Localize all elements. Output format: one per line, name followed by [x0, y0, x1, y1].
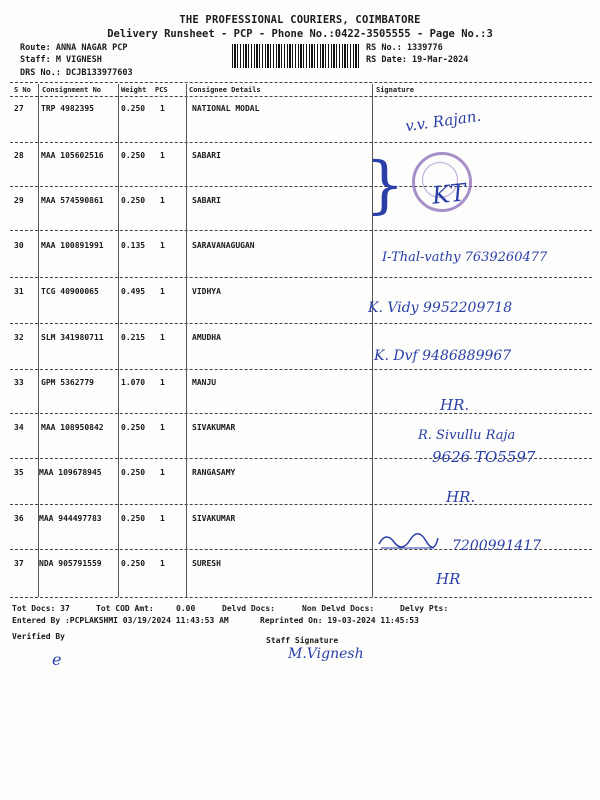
signature-row34-name: R. Sivullu Raja	[418, 428, 516, 443]
runsheet-subtitle: Delivery Runsheet - PCP - Phone No.:0422-3505555 - Page No.:3	[107, 28, 493, 40]
rs-number: RS No.: 1339776	[366, 43, 443, 53]
row-weight: 0.250	[121, 151, 146, 160]
row-divider	[10, 323, 592, 324]
delivered-docs: Delvd Docs:	[222, 604, 275, 613]
row-sno: 27	[14, 104, 24, 113]
header-bottom-rule	[10, 96, 592, 97]
row-weight: 0.135	[121, 241, 146, 250]
row-weight: 0.215	[121, 333, 146, 342]
row-pcs: 1	[160, 468, 165, 477]
delivery-points: Delvy Pts:	[400, 604, 449, 613]
signature-row36-phone: 7200991417	[452, 538, 542, 554]
row-consignee: VIDHYA	[192, 287, 221, 296]
col-pcs: PCS	[155, 86, 168, 94]
row-consignment: MAA 108950842	[41, 423, 104, 432]
row-pcs: 1	[160, 241, 165, 250]
row-consignment: TRP 4982395	[41, 104, 94, 113]
row-consignment: NDA 905791559	[39, 559, 102, 568]
row-consignment: TCG 40900065	[41, 287, 99, 296]
row-pcs: 1	[160, 333, 165, 342]
signature-row33: HR.	[440, 396, 470, 414]
row-weight: 0.250	[121, 196, 146, 205]
row-consignment: MAA 109678945	[39, 468, 102, 477]
total-cod-label: Tot COD Amt:	[96, 604, 154, 613]
row-divider	[10, 413, 592, 414]
brace-mark: }	[365, 148, 405, 221]
row-consignee: MANJU	[192, 378, 217, 387]
row-weight: 0.250	[121, 514, 146, 523]
row-divider	[10, 504, 592, 505]
drs-number: DRS No.: DCJB133977603	[20, 68, 133, 78]
row-weight: 1.070	[121, 378, 146, 387]
row-consignee: NATIONAL MODAL	[192, 104, 260, 113]
reprinted-on: Reprinted On: 19-03-2024 11:45:53	[260, 616, 419, 625]
row-consignee: SABARI	[192, 151, 221, 160]
row-divider	[10, 597, 592, 598]
verified-by-label: Verified By	[12, 632, 65, 641]
row-sno: 37	[14, 559, 24, 568]
row-sno: 36	[14, 514, 24, 523]
row-pcs: 1	[160, 514, 165, 523]
row-sno: 33	[14, 378, 24, 387]
row-pcs: 1	[160, 287, 165, 296]
row-sno: 34	[14, 423, 24, 432]
signature-row36-scribble	[376, 528, 440, 552]
signature-row31: K. Vidy 9952209718	[368, 300, 513, 316]
entered-by: Entered By :PCPLAKSHMI 03/19/2024 11:43:53 AM	[12, 616, 229, 625]
row-consignee: AMUDHA	[192, 333, 221, 342]
staff-signature: M.Vignesh	[288, 646, 364, 662]
verified-mark: e	[52, 650, 62, 669]
col-divider	[186, 84, 187, 597]
row-sno: 28	[14, 151, 24, 160]
signature-row32: K. Dvf 9486889967	[374, 348, 512, 364]
total-docs: Tot Docs: 37	[12, 604, 70, 613]
signature-row34-phone: 9626 TO5597	[432, 448, 536, 466]
row-consignment: GPM 5362779	[41, 378, 94, 387]
row-consignment: SLM 341980711	[41, 333, 104, 342]
staff-label: Staff: M VIGNESH	[20, 55, 102, 65]
row-consignee: SABARI	[192, 196, 221, 205]
row-pcs: 1	[160, 378, 165, 387]
row-consignee: SARAVANAGUGAN	[192, 241, 255, 250]
signature-row37: HR	[436, 570, 461, 588]
company-title: THE PROFESSIONAL COURIERS, COIMBATORE	[179, 14, 421, 26]
col-weight: Weight	[121, 86, 147, 94]
row-consignee: SURESH	[192, 559, 221, 568]
row-weight: 0.250	[121, 468, 146, 477]
row-consignment: MAA 105602516	[41, 151, 104, 160]
total-cod-amount: 0.00	[176, 604, 196, 613]
row-weight: 0.250	[121, 559, 146, 568]
signature-row35: HR.	[446, 488, 476, 506]
row-divider	[10, 230, 592, 231]
rs-date: RS Date: 19-Mar-2024	[366, 55, 469, 65]
row-divider	[10, 186, 592, 187]
row-divider	[10, 277, 592, 278]
row-pcs: 1	[160, 104, 165, 113]
row-sno: 35	[14, 468, 24, 477]
row-pcs: 1	[160, 196, 165, 205]
col-signature: Signature	[376, 86, 414, 94]
row-sno: 31	[14, 287, 24, 296]
row-consignee: SIVAKUMAR	[192, 514, 236, 523]
row-weight: 0.250	[121, 104, 146, 113]
row-pcs: 1	[160, 423, 165, 432]
row-consignment: MAA 944497783	[39, 514, 102, 523]
row-consignee: SIVAKUMAR	[192, 423, 236, 432]
barcode-image	[232, 44, 360, 68]
signature-row30: I-Thal-vathy 7639260477	[382, 250, 548, 265]
row-sno: 30	[14, 241, 24, 250]
row-consignee: RANGASAMY	[192, 468, 236, 477]
row-consignment: MAA 100891991	[41, 241, 104, 250]
row-divider	[10, 142, 592, 143]
row-weight: 0.250	[121, 423, 146, 432]
signature-row27: v.v. Rajan.	[404, 106, 483, 136]
row-weight: 0.495	[121, 287, 146, 296]
header-top-rule	[10, 82, 592, 83]
row-sno: 29	[14, 196, 24, 205]
non-delivered-docs: Non Delvd Docs:	[302, 604, 375, 613]
col-consignment: Consignment No	[42, 86, 102, 94]
col-sno: S No	[14, 86, 31, 94]
col-consignee: Consignee Details	[189, 86, 261, 94]
col-divider	[118, 84, 119, 597]
row-divider	[10, 369, 592, 370]
route-label: Route: ANNA NAGAR PCP	[20, 43, 128, 53]
row-pcs: 1	[160, 151, 165, 160]
signature-row28: KT	[430, 178, 468, 210]
row-pcs: 1	[160, 559, 165, 568]
row-consignment: MAA 574590861	[41, 196, 104, 205]
row-sno: 32	[14, 333, 24, 342]
staff-signature-label: Staff Signature	[266, 636, 339, 645]
